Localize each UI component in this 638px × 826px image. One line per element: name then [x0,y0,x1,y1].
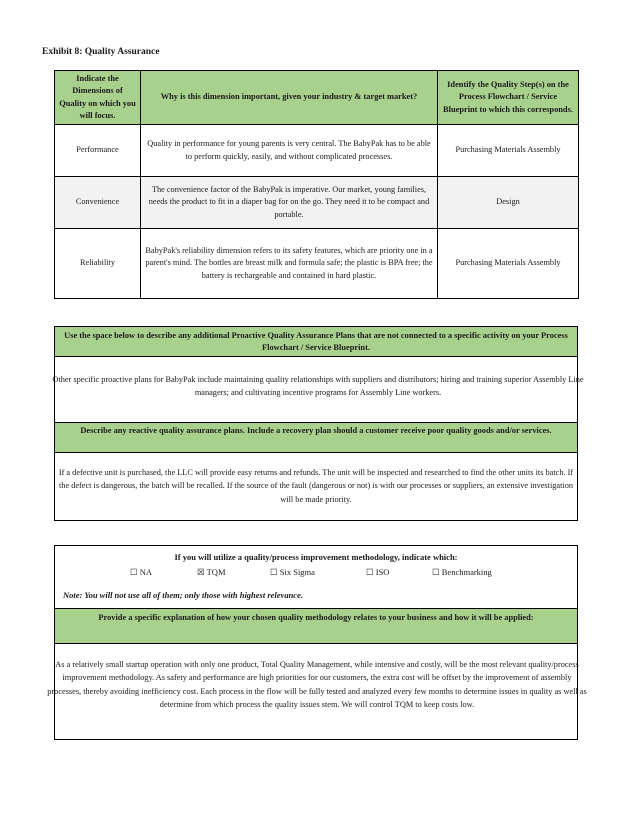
table-row [55,125,579,177]
option-label: Benchmarking [441,567,492,577]
explanation-header: Provide a specific explanation of how your chosen quality methodology relates to your business and how it will be applied: [55,608,577,644]
steps-cell: Design [438,177,579,229]
option-label: TQM [206,567,226,577]
dimension-cell: Convenience [55,177,141,229]
steps-cell: Purchasing Materials Assembly [438,229,579,299]
option-benchmarking[interactable] [432,567,492,578]
table-row [55,229,579,299]
checkbox-icon: ☐ [366,567,374,577]
option-iso[interactable] [366,567,389,578]
option-tqm[interactable] [197,567,226,578]
proactive-text: Other specific proactive plans for BabyPak include maintaining quality relationships with suppliers and distributors; hiring and training superior Assembly Line managers; and cultivating incentive programs for Assembly Line workers. [52,375,584,398]
why-cell: The convenience factor of the BabyPak is imperative. Our market, young families, needs the product to fit in a diaper bag for on the go. They need it to be compact and portable. [141,177,438,229]
steps-cell: Purchasing Materials Assembly [438,125,579,177]
dimension-cell: Reliability [55,229,141,299]
methodology-box [47,545,587,740]
why-cell: Quality in performance for young parents is very central. The BabyPak has to be able to perform quickly, easily, and without complicated processes. [141,125,438,177]
header-why: Why is this dimension important, given your industry & target market? [141,71,438,125]
explanation-text: As a relatively small startup operation with only one product, Total Quality Management, while intensive and costly, will be the most relevant quality/process improvement methodology. As safety and performance are high priorities for our customers, the extra cost will be offset by the improvement of assembly processes, thereby avoiding inefficiency cost. Each process in the flow will be fully tested and analyzed every few months to determine issues in quality as well as determine from which process the quality issues stem. We will control TQM to keep costs low. [47,660,587,709]
methodology-question: If you will utilize a quality/process improvement methodology, indicate which: [174,552,458,562]
dimension-cell: Performance [55,125,141,177]
option-label: ISO [375,567,390,577]
quality-dimensions-table [54,70,579,299]
option-label: NA [139,567,153,577]
option-na[interactable] [130,567,152,578]
reactive-text: If a defective unit is purchased, the LLC will provide easy returns and refunds. The unit will be inspected and researched to find the other units its batch. If the defect is dangerous, the batch will be recalled. If the source of the fault (dangerous or not) is with our processes or suppliers, an extensive investigation will be made priority. [58,468,574,504]
checkbox-icon: ☐ [432,567,440,577]
checkbox-icon: ☐ [270,567,278,577]
option-six-sigma[interactable] [270,567,315,578]
quality-plans-box [52,326,584,521]
exhibit-title: Exhibit 8: Quality Assurance [42,47,160,57]
header-dimensions: Indicate the Dimensions of Quality on which you will focus. [55,71,141,125]
option-label: Six Sigma [279,567,315,577]
reactive-header: Describe any reactive quality assurance plans. Include a recovery plan should a customer receive poor quality goods and/or services. [55,422,577,453]
table-row [55,177,579,229]
proactive-header: Use the space below to describe any additional Proactive Quality Assurance Plans that are not connected to a specific activity on your Process Flowchart / Service Blueprint. [55,327,577,357]
header-steps: Identify the Quality Step(s) on the Process Flowchart / Service Blueprint to which this corresponds. [438,71,579,125]
checkbox-checked-icon: ☒ [197,567,205,577]
methodology-note: Note: You will not use all of them; only those with highest relevance. [63,590,303,600]
table-header-row [55,71,579,125]
why-cell: BabyPak's reliability dimension refers to its safety features, which are priority one in a parent's mind. The bottles are breast milk and formula safe; the plastic is BPA free; the battery is rechargeable and contained in hard plastic. [141,229,438,299]
checkbox-icon: ☐ [130,567,138,577]
